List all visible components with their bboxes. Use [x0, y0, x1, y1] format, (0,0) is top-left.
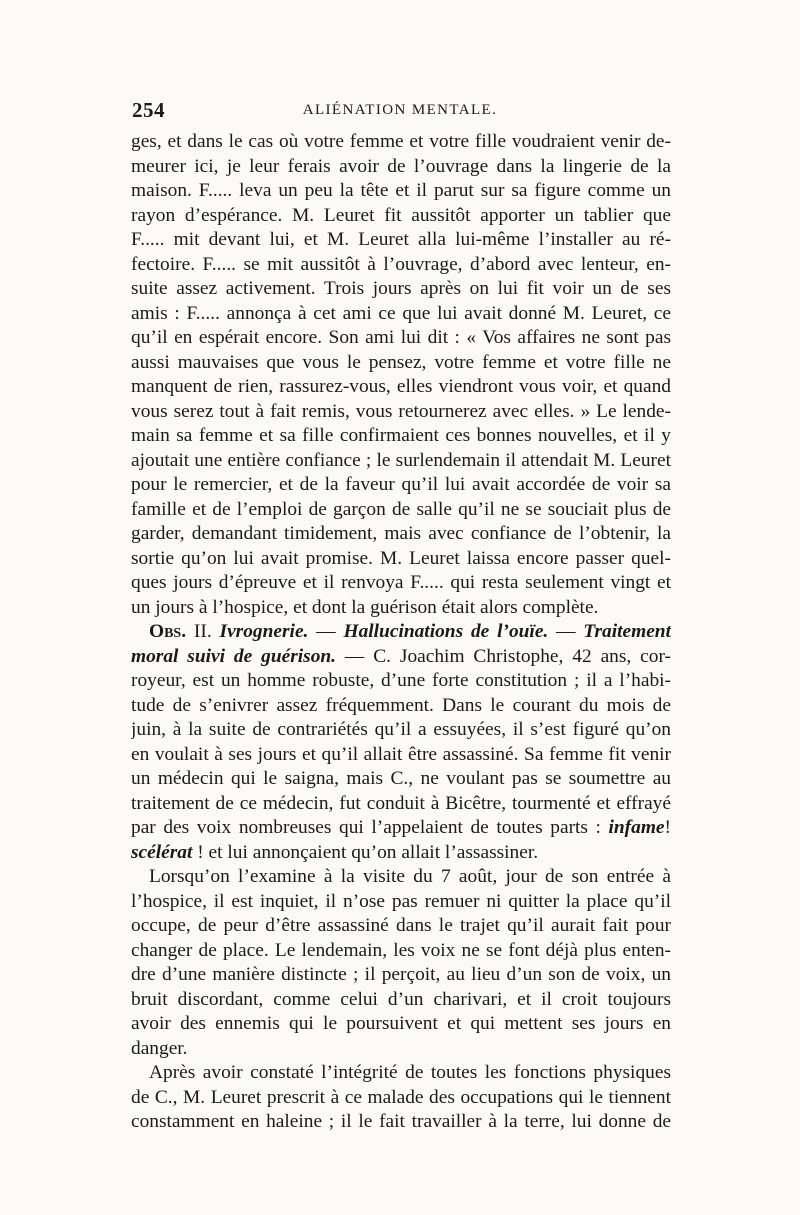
text-line: occupe, de peur d’être assassiné dans le trajet qu’il aurait fait pour [131, 915, 671, 936]
text-line: bruit discordant, comme celui d’un charivari, et il croit toujours [131, 988, 671, 1010]
body-text [131, 130, 671, 1135]
text-line: qu’il en espérait encore. Son ami lui dit : « Vos affaires ne sont pas [131, 327, 671, 348]
obs-separator: — [548, 621, 584, 642]
obs-title-ivrognerie: Ivrognerie. [219, 621, 309, 642]
text-line: main sa femme et sa fille confirmaient ces bonnes nouvelles, et il y [131, 425, 671, 446]
observation-heading-line [131, 620, 671, 645]
text-line: tude de s’enivrer assez fréquemment. Dans le courant du mois de [131, 694, 671, 716]
text-line: un jours à l’hospice, et dont la guérison était alors complète. [131, 596, 599, 618]
text-line: ges, et dans le cas où votre femme et votre fille voudraient venir de- [131, 131, 671, 152]
text-line: F..... mit devant lui, et M. Leuret alla lui-même l’installer au ré- [131, 229, 671, 250]
text-line: de C., M. Leuret prescrit à ce malade des occupations qui le tiennent [131, 1086, 671, 1108]
text-line: pour le remercier, et de la faveur qu’il lui avait accordée de voir sa [131, 474, 671, 495]
text-line: un médecin qui le saigna, mais C., ne voulant pas se soumettre au [131, 768, 671, 789]
voices-line [131, 816, 671, 841]
text-line: suite assez activement. Trois jours après on lui fit voir un de ses [131, 278, 671, 299]
text-line: garder, demandant timidement, mais avec confiance de l’obtenir, la [131, 523, 671, 544]
voices-rest: et lui annonçaient qu’on allait l’assassiner. [203, 841, 539, 863]
exclamation-mark: ! [664, 817, 671, 838]
exclamation-infame: infame [608, 817, 665, 838]
text-line: constamment en haleine ; il le fait travailler à la terre, lui donne de [131, 1111, 671, 1132]
text-line: aussi mauvaises que vous le pensez, votre femme et votre fille ne [131, 351, 671, 373]
text-line: meurer ici, je leur ferais avoir de l’ouvrage dans la lingerie de la [131, 155, 671, 177]
obs-label: Obs. [149, 621, 187, 642]
obs-title-moral: moral suivi de guérison. [131, 645, 337, 667]
obs-separator: — [308, 621, 344, 642]
text-line: famille et de l’emploi de garçon de salle qu’il ne se souciait plus de [131, 498, 671, 520]
running-title: ALIÉNATION MENTALE. [302, 102, 498, 118]
voices-line [131, 841, 671, 866]
text-line: vous serez tout à fait remis, vous retournerez avec elles. » Le lende- [131, 400, 671, 422]
text-line: juin, à la suite de contrariétés qu’il a essuyées, il s’est figuré qu’on [131, 719, 671, 740]
text-line: changer de place. Le lendemain, les voix ne se font déjà plus enten- [131, 939, 671, 961]
obs-number: II. [186, 621, 220, 642]
text-line: danger. [131, 1037, 188, 1059]
text-line: rayon d’espérance. M. Leuret fit aussitôt apporter un tablier que [131, 204, 671, 226]
running-head [130, 96, 670, 126]
text-line: manquent de rien, rassurez-vous, elles viendront vous voir, et quand [131, 376, 671, 397]
text-line: sortie qu’on lui avait promise. M. Leuret laissa encore passer quel- [131, 547, 671, 569]
text-line: dre d’une manière distincte ; il perçoit, au lieu d’un son de voix, un [131, 964, 671, 985]
text-line: en voulait à ses jours et qu’il allait être assassiné. Sa femme fit venir [131, 743, 671, 765]
text-line: amis : F..... annonça à cet ami ce que lui avait donné M. Leuret, ce [131, 302, 671, 324]
text-line: Après avoir constaté l’intégrité de toutes les fonctions physiques [149, 1062, 671, 1083]
voices-text: par des voix nombreuses qui l’appelaient de toutes parts : [131, 817, 609, 838]
text-line: ajoutait une entière confiance ; le surlendemain il attendait M. Leuret [131, 449, 671, 471]
exclamation-scelerat: scélérat [131, 841, 193, 863]
text-line: traitement de ce médecin, fut conduit à Bicêtre, tourmenté et effrayé [131, 792, 671, 814]
text-line: maison. F..... leva un peu la tête et il parut sur sa figure comme un [131, 180, 671, 201]
obs-intro: — C. Joachim Christophe, 42 ans, cor- [336, 645, 671, 667]
text-line: Lorsqu’on l’examine à la visite du 7 août, jour de son entrée à [149, 866, 671, 887]
obs-title-hallucinations: Hallucinations de l’ouïe. [343, 621, 549, 642]
observation-heading-line [131, 645, 671, 670]
text-line: avoir des ennemis qui le poursuivent et qui mettent ses jours en [131, 1013, 671, 1034]
text-line: l’hospice, il est inquiet, il n’ose pas remuer ni quitter la place qu’il [131, 890, 671, 912]
text-line: royeur, est un homme robuste, d’une forte constitution ; il a l’habi- [131, 670, 671, 691]
text-line: fectoire. F..... se mit aussitôt à l’ouvrage, d’abord avec lenteur, en- [131, 253, 671, 275]
exclamation-mark: ! [192, 841, 204, 863]
page-number: 254 [132, 98, 165, 122]
obs-title-traitement: Traitement [583, 621, 671, 642]
text-line: ques jours d’épreuve et il renvoya F..... qui resta seulement vingt et [131, 572, 671, 593]
